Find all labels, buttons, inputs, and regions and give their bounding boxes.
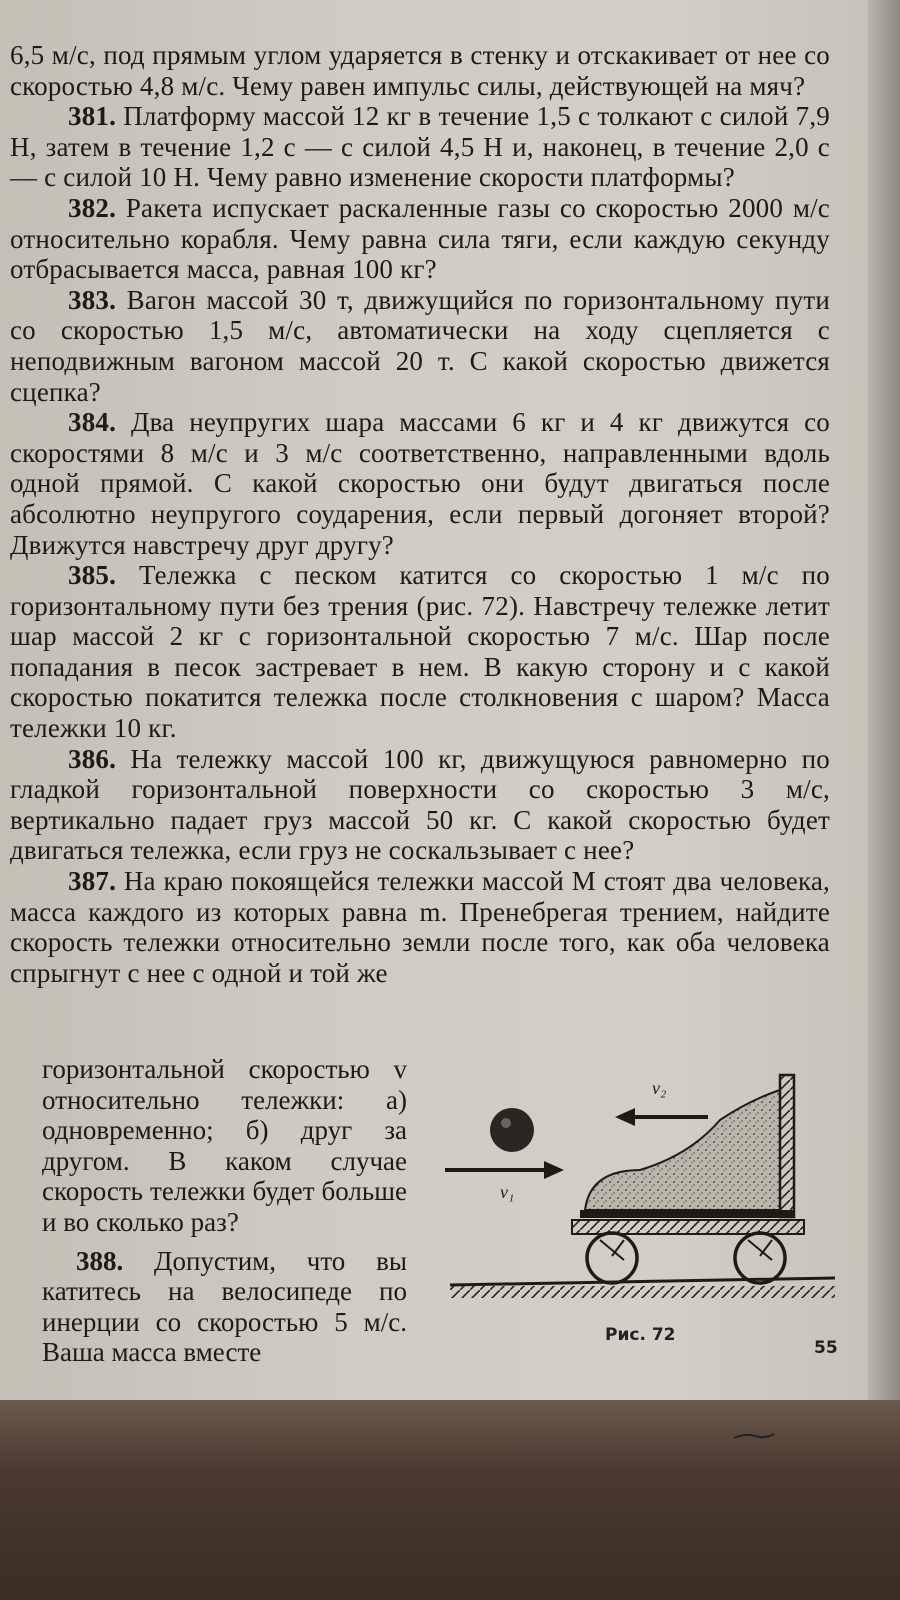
ball-highlight xyxy=(501,1118,511,1128)
problem-number: 385. xyxy=(68,560,117,591)
problem-number: 382. xyxy=(68,192,117,223)
problem-387-continuation: горизонтальной скоростью v относительно тележки: а) одновременно; б) друг за другом. В каком случае скорость тележки будет больше и во сколько раз? xyxy=(42,1054,407,1237)
wheel-right xyxy=(735,1233,785,1283)
ball-icon xyxy=(490,1108,534,1152)
ground-hatching xyxy=(450,1286,835,1298)
problem-number: 383. xyxy=(68,284,117,315)
label-v1: v₁ xyxy=(500,1182,515,1202)
problem-388: 388. Допустим, что вы катитесь на велосипеде по инерции со скоростью 5 м/с. Ваша масса вместе xyxy=(42,1245,407,1368)
page-number: 55 xyxy=(814,1338,838,1358)
cart-back-wall xyxy=(780,1075,794,1217)
sand-load xyxy=(585,1090,780,1210)
problem-383: 383. Вагон массой 30 т, движущийся по горизонтальному пути со скоростью 1,5 м/с, автоматически на ходу сцепляется с неподвижным вагоном массой 20 т. С какой скоростью движется сцепка? xyxy=(10,284,831,407)
figure-72 xyxy=(440,1060,840,1360)
problem-text xyxy=(10,40,830,988)
velocity-v2-arrow xyxy=(615,1108,708,1126)
wheel-left xyxy=(587,1233,637,1283)
problem-382: 382. Ракета испускает раскаленные газы со скоростью 2000 м/с относительно корабля. Чему равна сила тяги, если каждую секунду отбрасывается масса, равная 100 кг? xyxy=(10,192,830,285)
page-edge xyxy=(868,0,900,1420)
desk-surface xyxy=(0,1400,900,1600)
wrapped-text-column xyxy=(42,1054,407,1368)
pen-mark xyxy=(733,1432,775,1440)
problem-number: 381. xyxy=(68,101,117,132)
problem-385: 385. Тележка с песком катится со скоростью 1 м/с по горизонтальному пути без трения (рис. 72). Навстречу тележке летит шар массой 2 кг с горизонтальной скоростью 7 м/с. Шар после попадания в песок застревает в нем. В какую сторону и с какой скоростью покатится тележка после столкновения с шаром? Масса тележки 10 кг. xyxy=(10,560,831,744)
problem-381: 381. Платформу массой 12 кг в течение 1,5 с толкают с силой 7,9 Н, затем в течение 1,2 с — с силой 4,5 Н и, наконец, в течение 2,0 с — с силой 10 Н. Чему равно изменение скорости платформы? xyxy=(10,101,830,193)
velocity-v1-arrow xyxy=(445,1161,564,1179)
cart-floor xyxy=(580,1210,794,1218)
ground-line xyxy=(450,1278,835,1285)
problem-number: 387. xyxy=(68,866,117,897)
problem-387: 387. На краю покоящейся тележки массой M стоят два человека, масса каждого из которых равна m. Пренебрегая трением, найдите скорость тележки относительно земли после того, как оба человека спрыгнут с нее с одной и той же xyxy=(10,866,830,988)
problem-386: 386. На тележку массой 100 кг, движущуюся равномерно по гладкой горизонтальной поверхности со скоростью 3 м/с, вертикально падает груз массой 50 кг. С какой скоростью будет двигаться тележка, если груз не соскальзывает с нее? xyxy=(10,743,831,866)
problem-number: 386. xyxy=(68,743,117,774)
figure-caption: Рис. 72 xyxy=(605,1325,676,1345)
label-v2: v₂ xyxy=(652,1078,667,1098)
problem-380-tail: 6,5 м/с, под прямым углом ударяется в стенку и отскакивает от нее со скоростью 4,8 м/с. Чему равен импульс силы, действующей на мяч? xyxy=(10,40,830,101)
problem-384: 384. Два неупругих шара массами 6 кг и 4 кг движутся со скоростями 8 м/с и 3 м/с соответственно, направленными вдоль одной прямой. С какой скоростью они будут двигаться после абсолютно неупругого соударения, если первый догоняет второй? Движутся навстречу друг другу? xyxy=(10,407,830,560)
problem-number: 388. xyxy=(76,1245,124,1276)
problem-number: 384. xyxy=(68,407,117,438)
